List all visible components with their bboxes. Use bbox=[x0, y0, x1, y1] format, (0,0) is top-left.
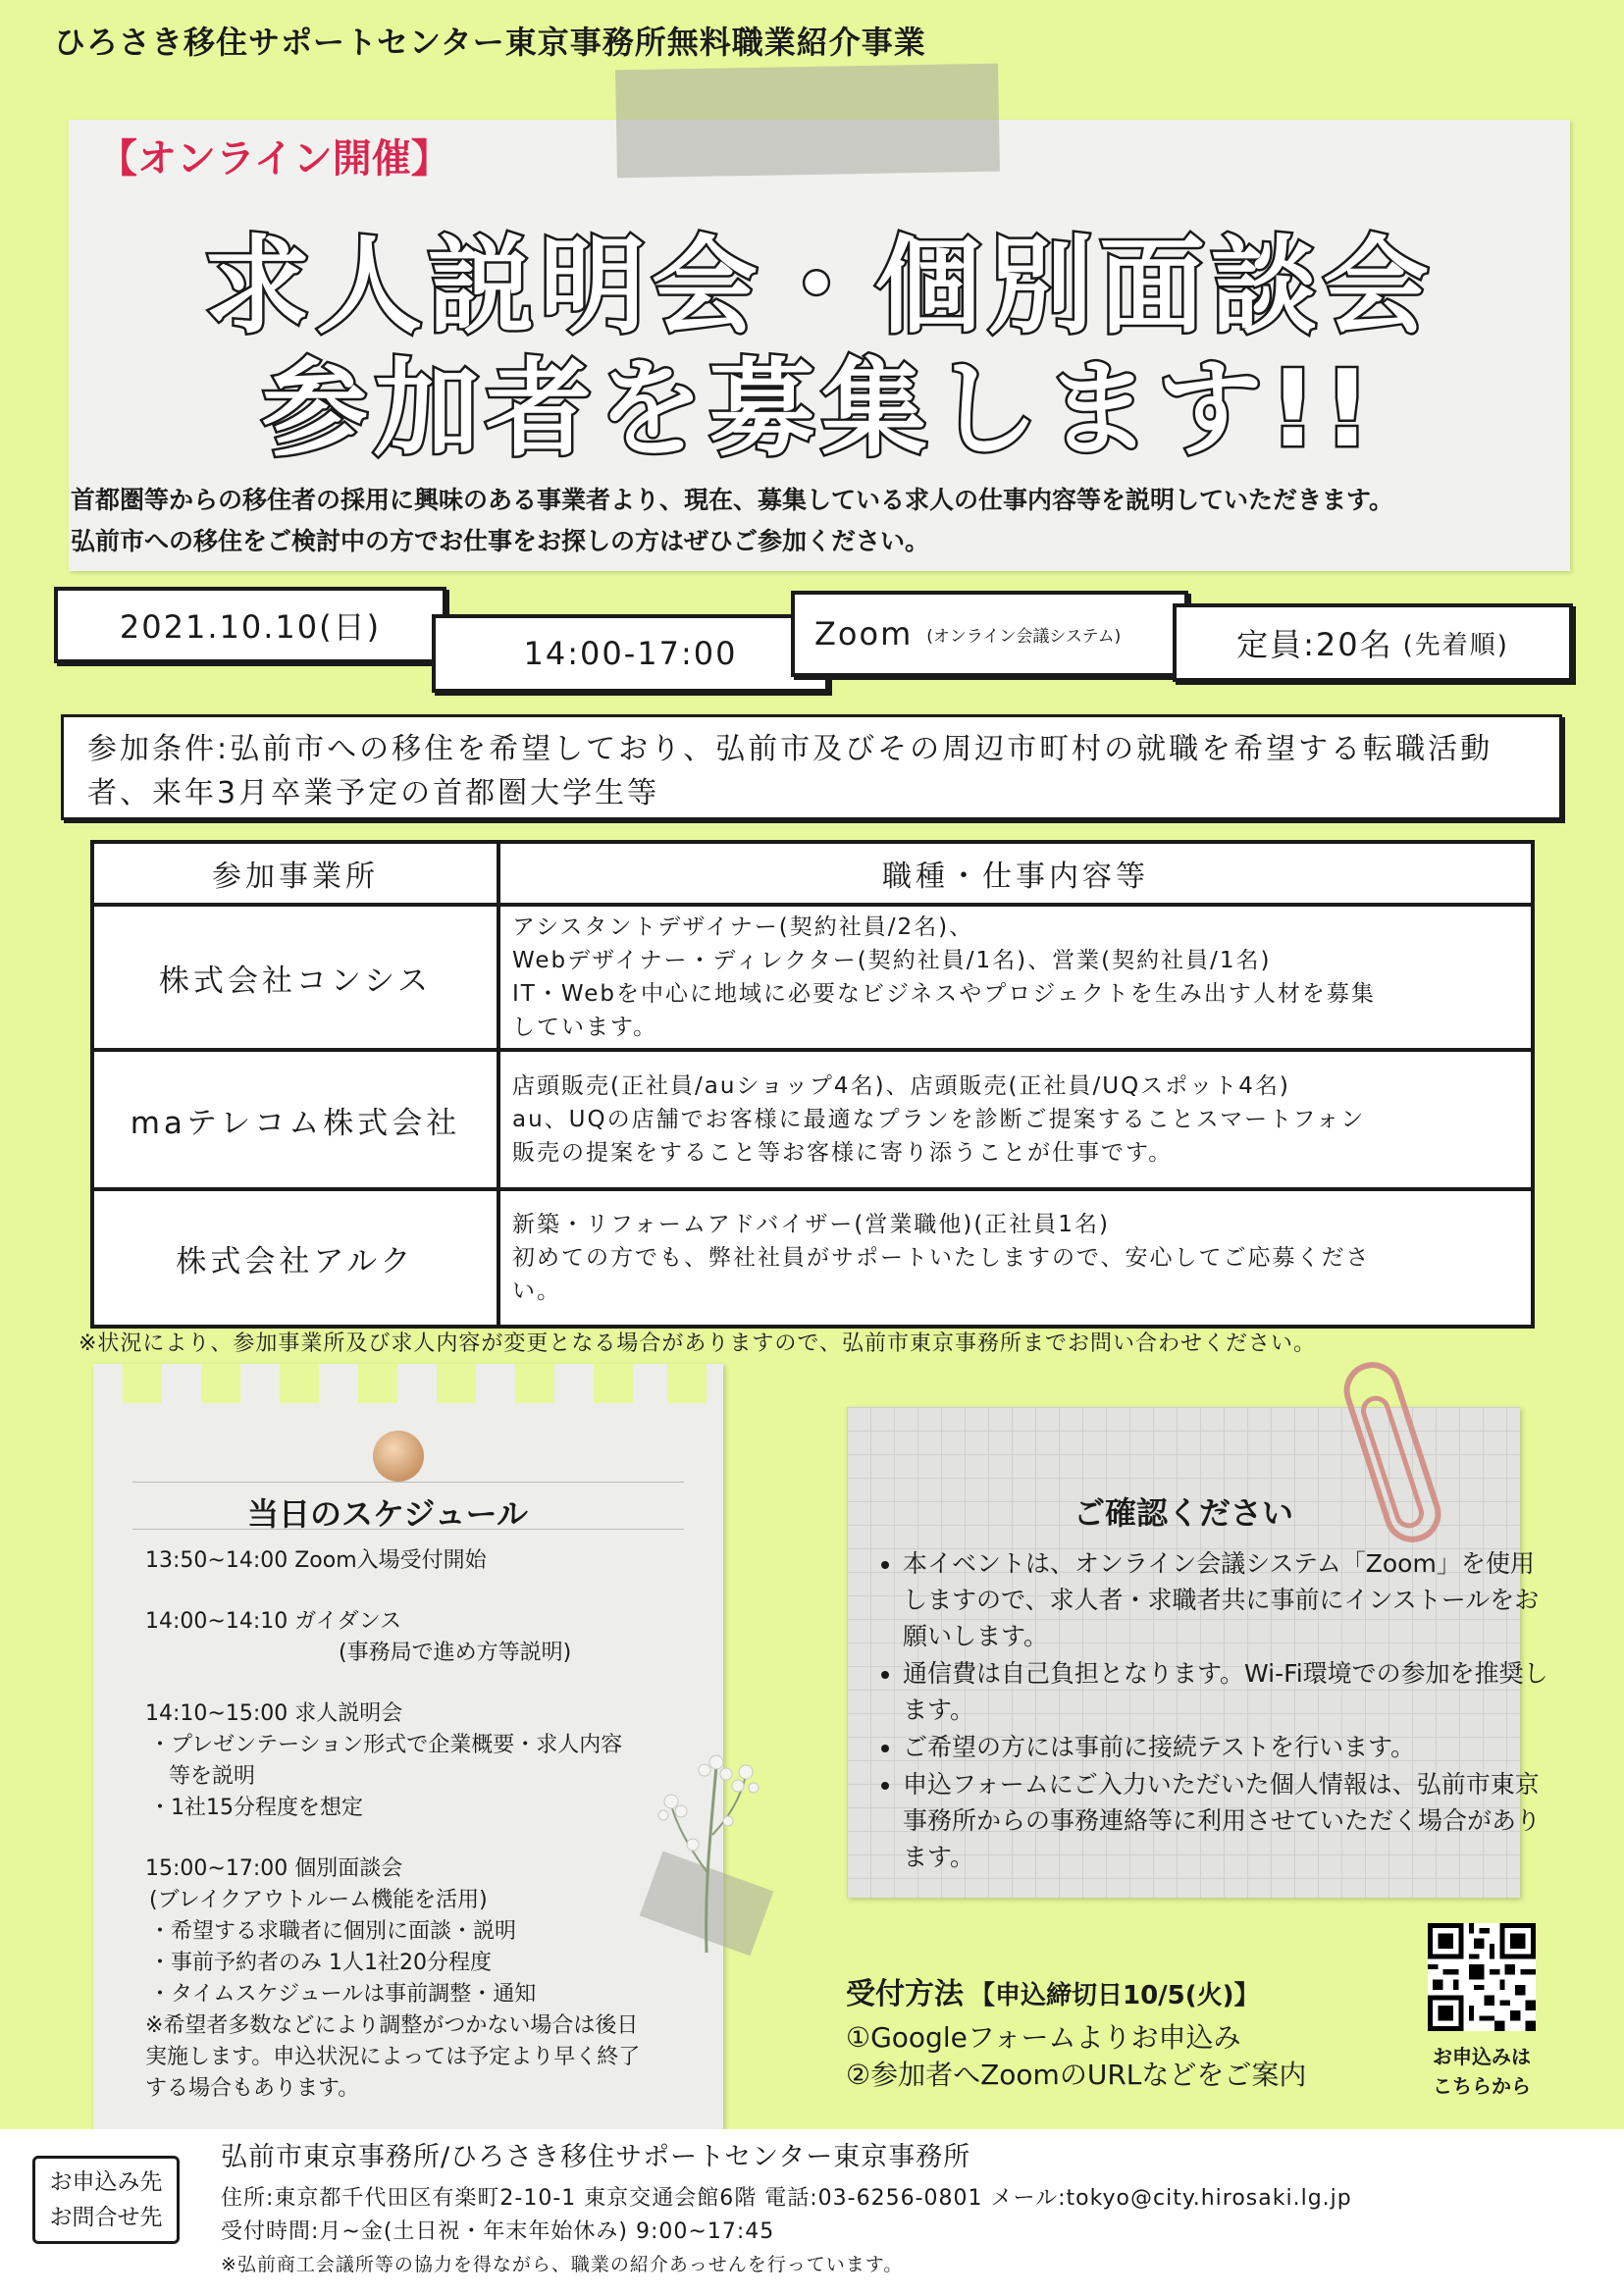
table-header-row bbox=[92, 842, 1533, 905]
schedule-line: する場合もあります。 bbox=[145, 2076, 360, 2101]
online-tag: 【オンライン開催】 bbox=[98, 136, 450, 182]
desc-line: しています。 bbox=[512, 1015, 658, 1040]
list-item: • 通信費は自己負担となります。Wi-Fi環境での参加を推奨します。 bbox=[903, 1655, 1550, 1728]
company-name: 株式会社アルク bbox=[92, 1189, 498, 1327]
event-date: 2021.10.10(日) bbox=[119, 608, 382, 646]
push-pin-icon bbox=[373, 1431, 424, 1482]
list-item: • 本イベントは、オンライン会議システム「Zoom」を使用しますので、求人者・求職者共に事前にインストールをお願いします。 bbox=[903, 1545, 1550, 1654]
event-time: 14:00-17:00 bbox=[523, 635, 738, 672]
schedule-line: ・希望する求職者に個別に面談・説明 bbox=[149, 1919, 517, 1944]
capacity: 定員:20名 bbox=[1236, 626, 1393, 663]
desc-line: IT・Webを中心に地域に必要なビジネスやプロジェクトを生み出す人材を募集 bbox=[512, 981, 1376, 1007]
schedule-line: ・事前予約者のみ 1人1社20分程度 bbox=[149, 1951, 492, 1975]
footer-label-line-2: お問合せ先 bbox=[49, 2205, 163, 2230]
schedule-line: (事務局で進め方等説明) bbox=[339, 1641, 572, 1665]
qr-label-1: お申込みは bbox=[1433, 2045, 1531, 2068]
main-title-line-2: 参加者を募集します!! bbox=[261, 348, 1378, 471]
desc-line: アシスタントデザイナー(契約社員/2名)、 bbox=[512, 914, 974, 940]
venue-zoom-note: (オンライン会議システム) bbox=[926, 626, 1122, 647]
intro-text-2: 弘前市への移住をご検討中の方でお仕事をお探しの方はぜひご参加ください。 bbox=[71, 527, 930, 555]
company-name: maテレコム株式会社 bbox=[92, 1050, 498, 1189]
desc-line: Webデザイナー・ディレクター(契約社員/1名)、営業(契約社員/1名) bbox=[512, 948, 1272, 973]
apply-step-1: ①Googleフォームよりお申込み bbox=[846, 2021, 1241, 2054]
schedule-line: ・タイムスケジュールは事前調整・通知 bbox=[149, 1982, 537, 2007]
header-company: 参加事業所 bbox=[92, 842, 498, 905]
masking-tape-decoration bbox=[615, 64, 1000, 179]
flower-sprig-icon bbox=[648, 1727, 765, 1953]
list-item: • 申込フォームにご入力いただいた個人情報は、弘前市東京事務所からの事務連絡等に利用させていただく場合があります。 bbox=[903, 1766, 1550, 1875]
schedule-line: 15:00~17:00 個別面談会 bbox=[145, 1856, 403, 1881]
desc-line: い。 bbox=[512, 1278, 561, 1304]
footer-hours: 受付時間:月~金(土日祝・年末年始休み) 9:00~17:45 bbox=[221, 2219, 775, 2244]
event-venue-box bbox=[791, 591, 1188, 677]
top-label: ひろさき移住サポートセンター東京事務所無料職業紹介事業 bbox=[54, 24, 926, 61]
header-job-desc: 職種・仕事内容等 bbox=[498, 842, 1533, 905]
desc-line: au、UQの店舗でお客様に最適なプランを診断ご提案することスマートフォン bbox=[512, 1107, 1366, 1132]
schedule-line: 実施します。申込状況によっては予定より早く終了 bbox=[145, 2045, 641, 2069]
schedule-line: 等を説明 bbox=[169, 1764, 256, 1789]
apply-heading bbox=[846, 1969, 1260, 2012]
venue-zoom: Zoom bbox=[814, 615, 914, 652]
main-title-line-1: 求人説明会・個別面談会 bbox=[203, 226, 1435, 348]
schedule-line: 14:00~14:10 ガイダンス bbox=[145, 1609, 402, 1634]
table-note: ※状況により、参加事業所及び求人内容が変更となる場合がありますので、弘前市東京事務所までお問い合わせください。 bbox=[79, 1331, 1316, 1356]
schedule-title: 当日のスケジュール bbox=[246, 1495, 529, 1533]
company-table bbox=[90, 840, 1535, 1329]
event-time-box bbox=[432, 614, 829, 693]
company-name: 株式会社コンシス bbox=[92, 905, 498, 1050]
footer-note: ※弘前商工会議所等の協力を得ながら、職業の紹介あっせんを行っています。 bbox=[221, 2254, 904, 2275]
schedule-line: ※希望者多数などにより調整がつかない場合は後日 bbox=[145, 2013, 639, 2038]
schedule-line: (ブレイクアウトルーム機能を活用) bbox=[149, 1888, 488, 1912]
job-description bbox=[498, 1189, 1533, 1327]
desc-line: 店頭販売(正社員/auショップ4名)、店頭販売(正社員/UQスポット4名) bbox=[512, 1073, 1290, 1099]
job-description bbox=[498, 1050, 1533, 1189]
apply-step-2: ②参加者へZoomのURLなどをご案内 bbox=[846, 2059, 1307, 2091]
apply-deadline: 【申込締切日10/5(火)】 bbox=[969, 1981, 1260, 2010]
confirm-title: ご確認ください bbox=[1073, 1494, 1293, 1532]
table-row bbox=[92, 1050, 1533, 1189]
capacity-note: (先着順) bbox=[1402, 630, 1509, 660]
footer-organization: 弘前市東京事務所/ひろさき移住サポートセンター東京事務所 bbox=[221, 2142, 971, 2172]
qr-label-2: こちらから bbox=[1433, 2074, 1531, 2098]
schedule-line: ・1社15分程度を想定 bbox=[149, 1796, 363, 1820]
apply-title: 受付方法 bbox=[846, 1977, 964, 2011]
event-date-box bbox=[54, 587, 446, 663]
capacity-box bbox=[1173, 603, 1573, 682]
job-description bbox=[498, 905, 1533, 1050]
schedule-line: ・プレゼンテーション形式で企業概要・求人内容 bbox=[149, 1733, 623, 1757]
footer-address: 住所:東京都千代田区有楽町2-10-1 東京交通会館6階 電話:03-6256-0801 メール:tokyo@city.hirosaki.lg.jp bbox=[221, 2186, 1352, 2211]
desc-line: 初めての方でも、弊社社員がサポートいたしますので、安心してご応募くださ bbox=[512, 1245, 1371, 1271]
footer-contact-label bbox=[32, 2156, 180, 2244]
table-row bbox=[92, 1189, 1533, 1327]
intro-text-1: 首都圏等からの移住者の採用に興味のある事業者より、現在、募集している求人の仕事内容等を説明していただきます。 bbox=[71, 486, 1394, 514]
table-row bbox=[92, 905, 1533, 1050]
participation-conditions: 参加条件:弘前市への移住を希望しており、弘前市及びその周辺市町村の就職を希望する転職活動者、来年3月卒業予定の首都圏大学生等 bbox=[61, 714, 1562, 820]
footer-label-line-1: お申込み先 bbox=[49, 2169, 163, 2195]
confirm-list bbox=[864, 1545, 1550, 1876]
desc-line: 販売の提案をすること等お客様に寄り添うことが仕事です。 bbox=[512, 1140, 1174, 1166]
desc-line: 新築・リフォームアドバイザー(営業職他)(正社員1名) bbox=[512, 1212, 1110, 1237]
qr-code-icon[interactable] bbox=[1428, 1923, 1536, 2031]
list-item: • ご希望の方には事前に接続テストを行います。 bbox=[903, 1729, 1550, 1765]
schedule-line: 14:10~15:00 求人説明会 bbox=[145, 1701, 403, 1726]
schedule-line: 13:50~14:00 Zoom入場受付開始 bbox=[145, 1548, 487, 1573]
